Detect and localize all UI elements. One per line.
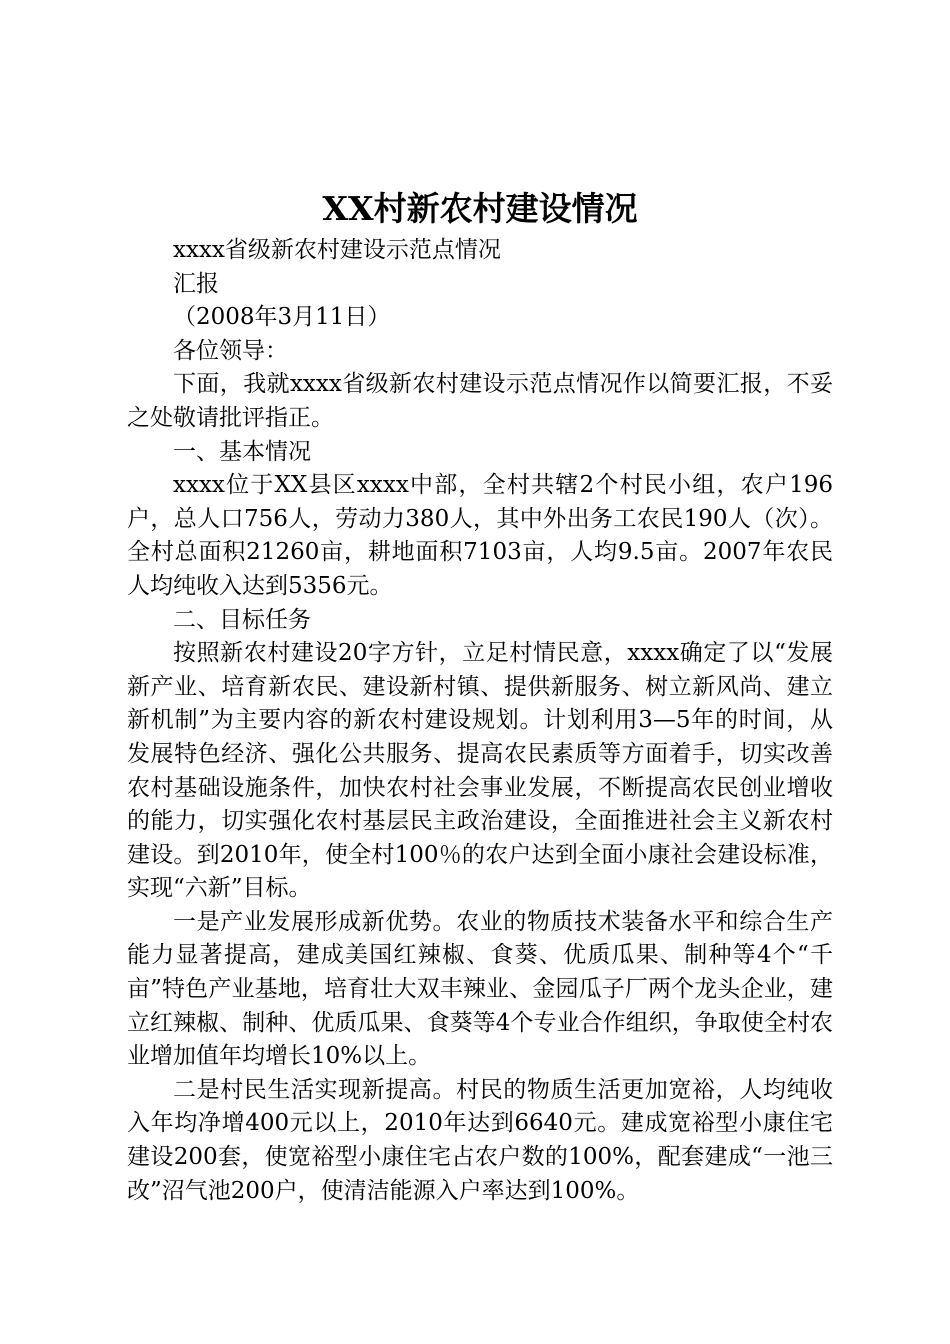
document-body: [127, 234, 833, 1208]
section-heading-goals: 二、目标任务: [173, 606, 311, 633]
intro-paragraph: 下面，我就xxxx省级新农村建设示范点情况作以简要汇报，不妥之处敬请批评指正。: [127, 371, 833, 431]
report-subject: xxxx省级新农村建设示范点情况: [173, 237, 501, 263]
goals-paragraph: 按照新农村建设20字方针，立足村情民意，xxxx确定了以“发展新产业、培育新农民、建设新村镇、提供新服务、树立新风尚、建立新机制”为主要内容的新农村建设规划。计划利用3—5年的时间，从发展特色经济、强化公共服务、提高农民素质等方面着手，切实改善农村基础设施条件，加快农村社会事业发展，不断提高农民创业增收的能力，切实强化农村基层民主政治建设，全面推进社会主义新农村建设。到2010年，使全村100％的农户达到全面小康社会建设标准，实现“六新”目标。: [127, 640, 833, 902]
section-heading-basic: 一、基本情况: [173, 438, 311, 465]
goal-one-paragraph: 一是产业发展形成新优势。农业的物质技术装备水平和综合生产能力显著提高，建成美国红辣椒、食葵、优质瓜果、制种等4个“千亩”特色产业基地，培育壮大双丰辣业、金园瓜子厂两个龙头企业，建立红辣椒、制种、优质瓜果、食葵等4个专业合作组织，争取使全村农业增加值年均增长10%以上。: [127, 908, 833, 1070]
document-title: XX村新农村建设情况: [322, 189, 638, 228]
basic-info-paragraph: xxxx位于XX县区xxxx中部，全村共辖2个村民小组，农户196户，总人口756人，劳动力380人，其中外出务工农民190人（次）。全村总面积21260亩，耕地面积7103亩，人均9.5亩。2007年农民人均纯收入达到5356元。: [127, 472, 833, 599]
salutation: 各位领导：: [173, 337, 288, 364]
report-heading: 汇报: [173, 270, 219, 297]
goal-two-paragraph: 二是村民生活实现新提高。村民的物质生活更加宽裕，人均纯收入年均净增400元以上，2010年达到6640元。建成宽裕型小康住宅建设200套，使宽裕型小康住宅占农户数的100%，配套建成“一池三改”沼气池200户，使清洁能源入户率达到100%。: [127, 1076, 833, 1204]
report-date: （2008年3月11日）: [173, 304, 391, 331]
